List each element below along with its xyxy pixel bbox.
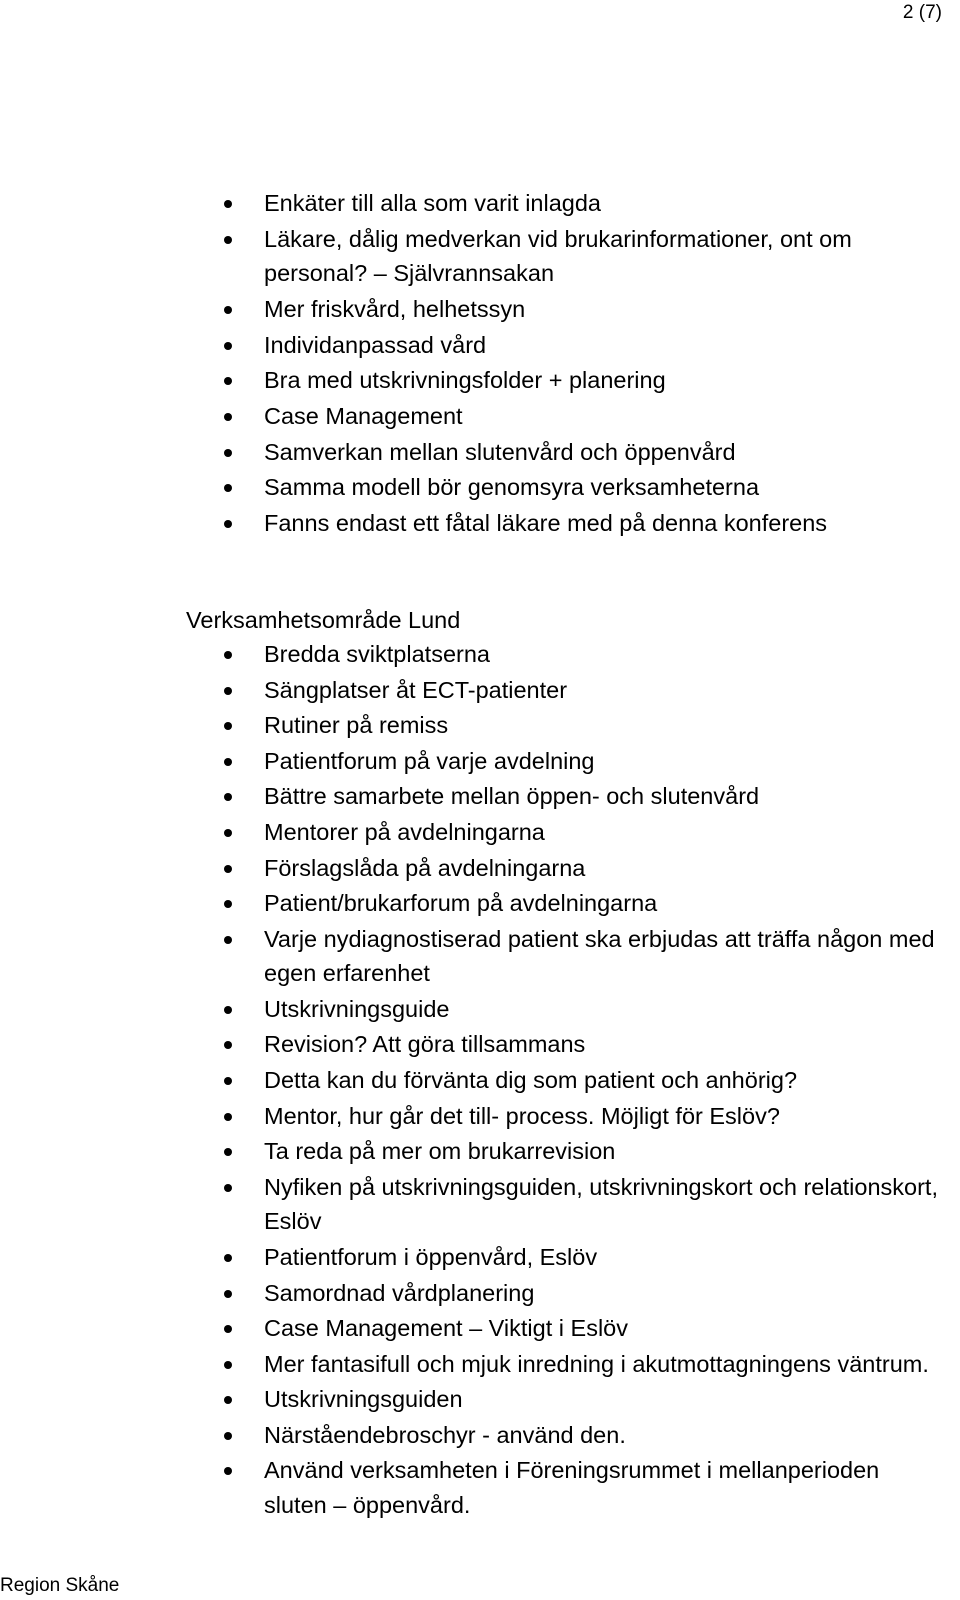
list-item-text: Bra med utskrivningsfolder + planering bbox=[264, 367, 666, 394]
bullet-icon bbox=[224, 1467, 232, 1475]
bullet-icon bbox=[224, 793, 232, 801]
bullet-icon bbox=[224, 520, 232, 528]
list-item-text: Patientforum på varje avdelning bbox=[264, 747, 595, 774]
list-item-text: Varje nydiagnostiserad patient ska erbjudas att träffa någon med egen erfarenhet bbox=[264, 925, 935, 987]
bullet-icon bbox=[224, 1041, 232, 1049]
list-item-text: Detta kan du förvänta dig som patient och anhörig? bbox=[264, 1067, 798, 1094]
list-item-text: Mer fantasifull och mjuk inredning i akutmottagningens väntrum. bbox=[264, 1350, 929, 1377]
list-item bbox=[0, 292, 960, 328]
list-item-text: Fanns endast ett fåtal läkare med på denna konferens bbox=[264, 510, 828, 536]
list-item-text: Förslagslåda på avdelningarna bbox=[264, 854, 586, 881]
list-item-text: Använd verksamheten i Föreningsrummet i mellanperioden sluten – öppenvård. bbox=[264, 1457, 880, 1518]
bullet-icon bbox=[224, 651, 232, 659]
bullet-icon bbox=[224, 1325, 232, 1333]
list-item-text: Mentor, hur går det till- process. Möjligt för Eslöv? bbox=[264, 1102, 780, 1129]
list-item bbox=[0, 1027, 960, 1063]
list-item bbox=[0, 1134, 960, 1170]
list-item-text: Ta reda på mer om brukarrevision bbox=[264, 1138, 616, 1165]
bullet-list-general bbox=[0, 186, 960, 542]
list-item bbox=[0, 1453, 960, 1523]
bullet-icon bbox=[224, 306, 232, 314]
bullet-list-lund bbox=[0, 637, 960, 1524]
list-item bbox=[0, 708, 960, 744]
bullet-icon bbox=[224, 1432, 232, 1440]
list-item bbox=[0, 922, 960, 992]
list-item bbox=[0, 222, 960, 292]
list-item-text: Närståendebroschyr - använd den. bbox=[264, 1421, 626, 1448]
list-item bbox=[0, 851, 960, 887]
list-item bbox=[0, 1311, 960, 1347]
bullet-icon bbox=[224, 1077, 232, 1085]
list-item bbox=[0, 1276, 960, 1312]
bullet-icon bbox=[224, 449, 232, 457]
bullet-icon bbox=[224, 484, 232, 492]
list-item bbox=[0, 779, 960, 815]
list-item-text: Samverkan mellan slutenvård och öppenvård bbox=[264, 438, 736, 465]
bullet-icon bbox=[224, 1290, 232, 1298]
bullet-icon bbox=[224, 1006, 232, 1014]
list-item bbox=[0, 815, 960, 851]
page-number: 2 (7) bbox=[902, 2, 942, 23]
list-item-text: Bättre samarbete mellan öppen- och slutenvård bbox=[264, 783, 760, 810]
bullet-icon bbox=[224, 936, 232, 944]
list-item-text: Individanpassad vård bbox=[264, 331, 487, 358]
list-item bbox=[0, 363, 960, 399]
list-item-text: Case Management – Viktigt i Eslöv bbox=[264, 1315, 628, 1342]
list-item bbox=[0, 186, 960, 222]
bullet-icon bbox=[224, 377, 232, 385]
bullet-icon bbox=[224, 900, 232, 908]
list-item-text: Sängplatser åt ECT-patienter bbox=[264, 676, 568, 703]
list-item-text: Samma modell bör genomsyra verksamheterna bbox=[264, 474, 760, 501]
list-item bbox=[0, 1099, 960, 1135]
bullet-icon bbox=[224, 1184, 232, 1192]
bullet-icon bbox=[224, 1361, 232, 1369]
list-item-text: Mentorer på avdelningarna bbox=[264, 818, 545, 845]
bullet-icon bbox=[224, 758, 232, 766]
list-item bbox=[0, 435, 960, 471]
list-item bbox=[0, 470, 960, 506]
bullet-icon bbox=[224, 722, 232, 730]
list-item bbox=[0, 1063, 960, 1099]
list-item bbox=[0, 1418, 960, 1454]
list-item bbox=[0, 506, 960, 542]
list-item bbox=[0, 1382, 960, 1418]
bullet-icon bbox=[224, 200, 232, 208]
bullet-icon bbox=[224, 1148, 232, 1156]
bullet-icon bbox=[224, 342, 232, 350]
list-item bbox=[0, 886, 960, 922]
footer-organization: Region Skåne bbox=[0, 1575, 120, 1596]
list-item-text: Patient/brukarforum på avdelningarna bbox=[264, 890, 658, 917]
list-item bbox=[0, 399, 960, 435]
bullet-icon bbox=[224, 236, 232, 244]
list-item-text: Utskrivningsguide bbox=[264, 995, 450, 1022]
list-item bbox=[0, 992, 960, 1028]
list-item bbox=[0, 637, 960, 673]
list-item-text: Bredda sviktplatserna bbox=[264, 641, 490, 667]
list-item-text: Samordnad vårdplanering bbox=[264, 1279, 535, 1306]
bullet-icon bbox=[224, 687, 232, 695]
bullet-icon bbox=[224, 1254, 232, 1262]
list-item-text: Nyfiken på utskrivningsguiden, utskrivningskort och relationskort, Eslöv bbox=[264, 1173, 938, 1235]
list-item bbox=[0, 744, 960, 780]
list-item bbox=[0, 673, 960, 709]
list-item-text: Mer friskvård, helhetssyn bbox=[264, 295, 526, 322]
list-item-text: Revision? Att göra tillsammans bbox=[264, 1031, 586, 1058]
list-item bbox=[0, 1170, 960, 1240]
list-item-text: Enkäter till alla som varit inlagda bbox=[264, 190, 601, 216]
list-item bbox=[0, 1240, 960, 1276]
bullet-icon bbox=[224, 865, 232, 873]
bullet-icon bbox=[224, 1396, 232, 1404]
section-heading: Verksamhetsområde Lund bbox=[186, 607, 461, 633]
bullet-icon bbox=[224, 1113, 232, 1121]
list-item-text: Rutiner på remiss bbox=[264, 712, 449, 739]
list-item bbox=[0, 1347, 960, 1383]
list-item-text: Case Management bbox=[264, 402, 463, 429]
bullet-icon bbox=[224, 413, 232, 421]
bullet-icon bbox=[224, 829, 232, 837]
list-item-text: Utskrivningsguiden bbox=[264, 1386, 463, 1413]
list-item-text: Patientforum i öppenvård, Eslöv bbox=[264, 1243, 598, 1270]
list-item bbox=[0, 328, 960, 364]
list-item-text: Läkare, dålig medverkan vid brukarinformationer, ont om personal? – Självrannsakan bbox=[264, 225, 852, 287]
